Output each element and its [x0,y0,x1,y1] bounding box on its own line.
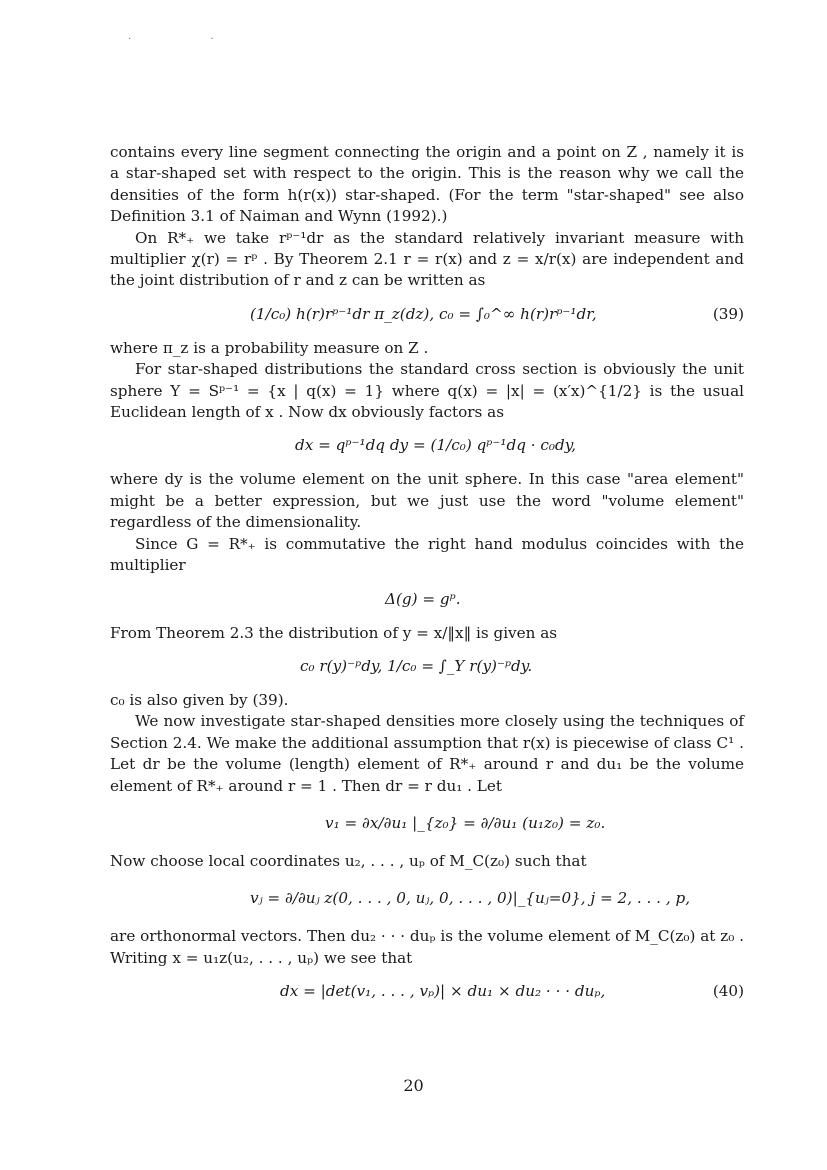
paragraph: We now investigate star-shaped densities more closely using the techniques of Section 2.4. We make the additional assumption that r(x) is piecewise of class C¹ . Let dr be the volume (length) element of R*₊ around r and du₁ be the volume element of R*₊ around r = 1 . Then dr = r du₁ . Let [110,712,744,795]
equation-40 [110,969,744,1015]
equation-text: dx = |det(v₁, . . . , vₚ)| × du₁ × du₂ · · · duₚ, [280,982,606,1001]
equation-text: c₀ r(y)⁻ᵖdy, 1/c₀ = ∫_Y r(y)⁻ᵖdy. [300,656,533,675]
scan-specks: · · [128,34,252,45]
equation-vj [110,872,744,926]
paragraph: where π_z is a probability measure on Z . [110,338,429,357]
paragraph: are orthonormal vectors. Then du₂ · · · duₚ is the volume element of M_C(z₀) at z₀ . Writing x = u₁z(u₂, . . . , uₚ) we see that [110,927,744,967]
paragraph: On R*₊ we take rᵖ⁻¹dr as the standard relatively invariant measure with multiplier χ(r) = rᵖ . By Theorem 2.1 r = r(x) and z = x/r(x) are independent and the joint distribution of r and z can be written as [110,228,744,290]
equation-text: (1/c₀) h(r)rᵖ⁻¹dr π_z(dz), c₀ = ∫₀^∞ h(r)rᵖ⁻¹dr, [250,304,597,323]
equation-39 [110,292,744,338]
equation-text: vⱼ = ∂/∂uⱼ z(0, . . . , 0, uⱼ, 0, . . . , 0)|_{uⱼ=0}, j = 2, . . . , p, [250,889,691,908]
equation-text: dx = qᵖ⁻¹dq dy = (1/c₀) qᵖ⁻¹dq · c₀dy, [295,436,577,455]
equation-text: v₁ = ∂x/∂u₁ |_{z₀} = ∂/∂u₁ (u₁z₀) = z₀. [325,813,606,832]
equation-text: Δ(g) = gᵖ. [385,589,461,608]
paragraph: c₀ is also given by (39). [110,690,289,709]
page-number: 20 [403,1076,424,1095]
equation-delta [110,577,744,623]
equation-y [110,644,744,690]
equation-number: (40) [712,982,744,1001]
equation-dx [110,423,744,469]
paragraph: Now choose local coordinates u₂, . . . , uₚ of M_C(z₀) such that [110,851,587,870]
page-body [110,142,744,1015]
paragraph: From Theorem 2.3 the distribution of y = x/‖x‖ is given as [110,623,558,642]
equation-number: (39) [712,304,744,323]
paragraph: where dy is the volume element on the unit sphere. In this case "area element" might be a better expression, but we just use the word "volume element" regardless of the dimensionality. [110,470,744,532]
equation-v1 [110,797,744,851]
paragraph: contains every line segment connecting the origin and a point on Z , namely it is a star-shaped set with respect to the origin. This is the reason why we call the densities of the form h(r(x)) star-shaped. (For the term "star-shaped" see also Definition 3.1 of Naiman and Wynn (1992).) [110,143,744,226]
paragraph: Since G = R*₊ is commutative the right hand modulus coincides with the multiplier [110,534,744,575]
paragraph: For star-shaped distributions the standard cross section is obviously the unit sphere Y = Sᵖ⁻¹ = {x | q(x) = 1} where q(x) = |x| = (x′x)^{1/2} is the usual Euclidean length of x . Now dx obviously factors as [110,360,744,422]
